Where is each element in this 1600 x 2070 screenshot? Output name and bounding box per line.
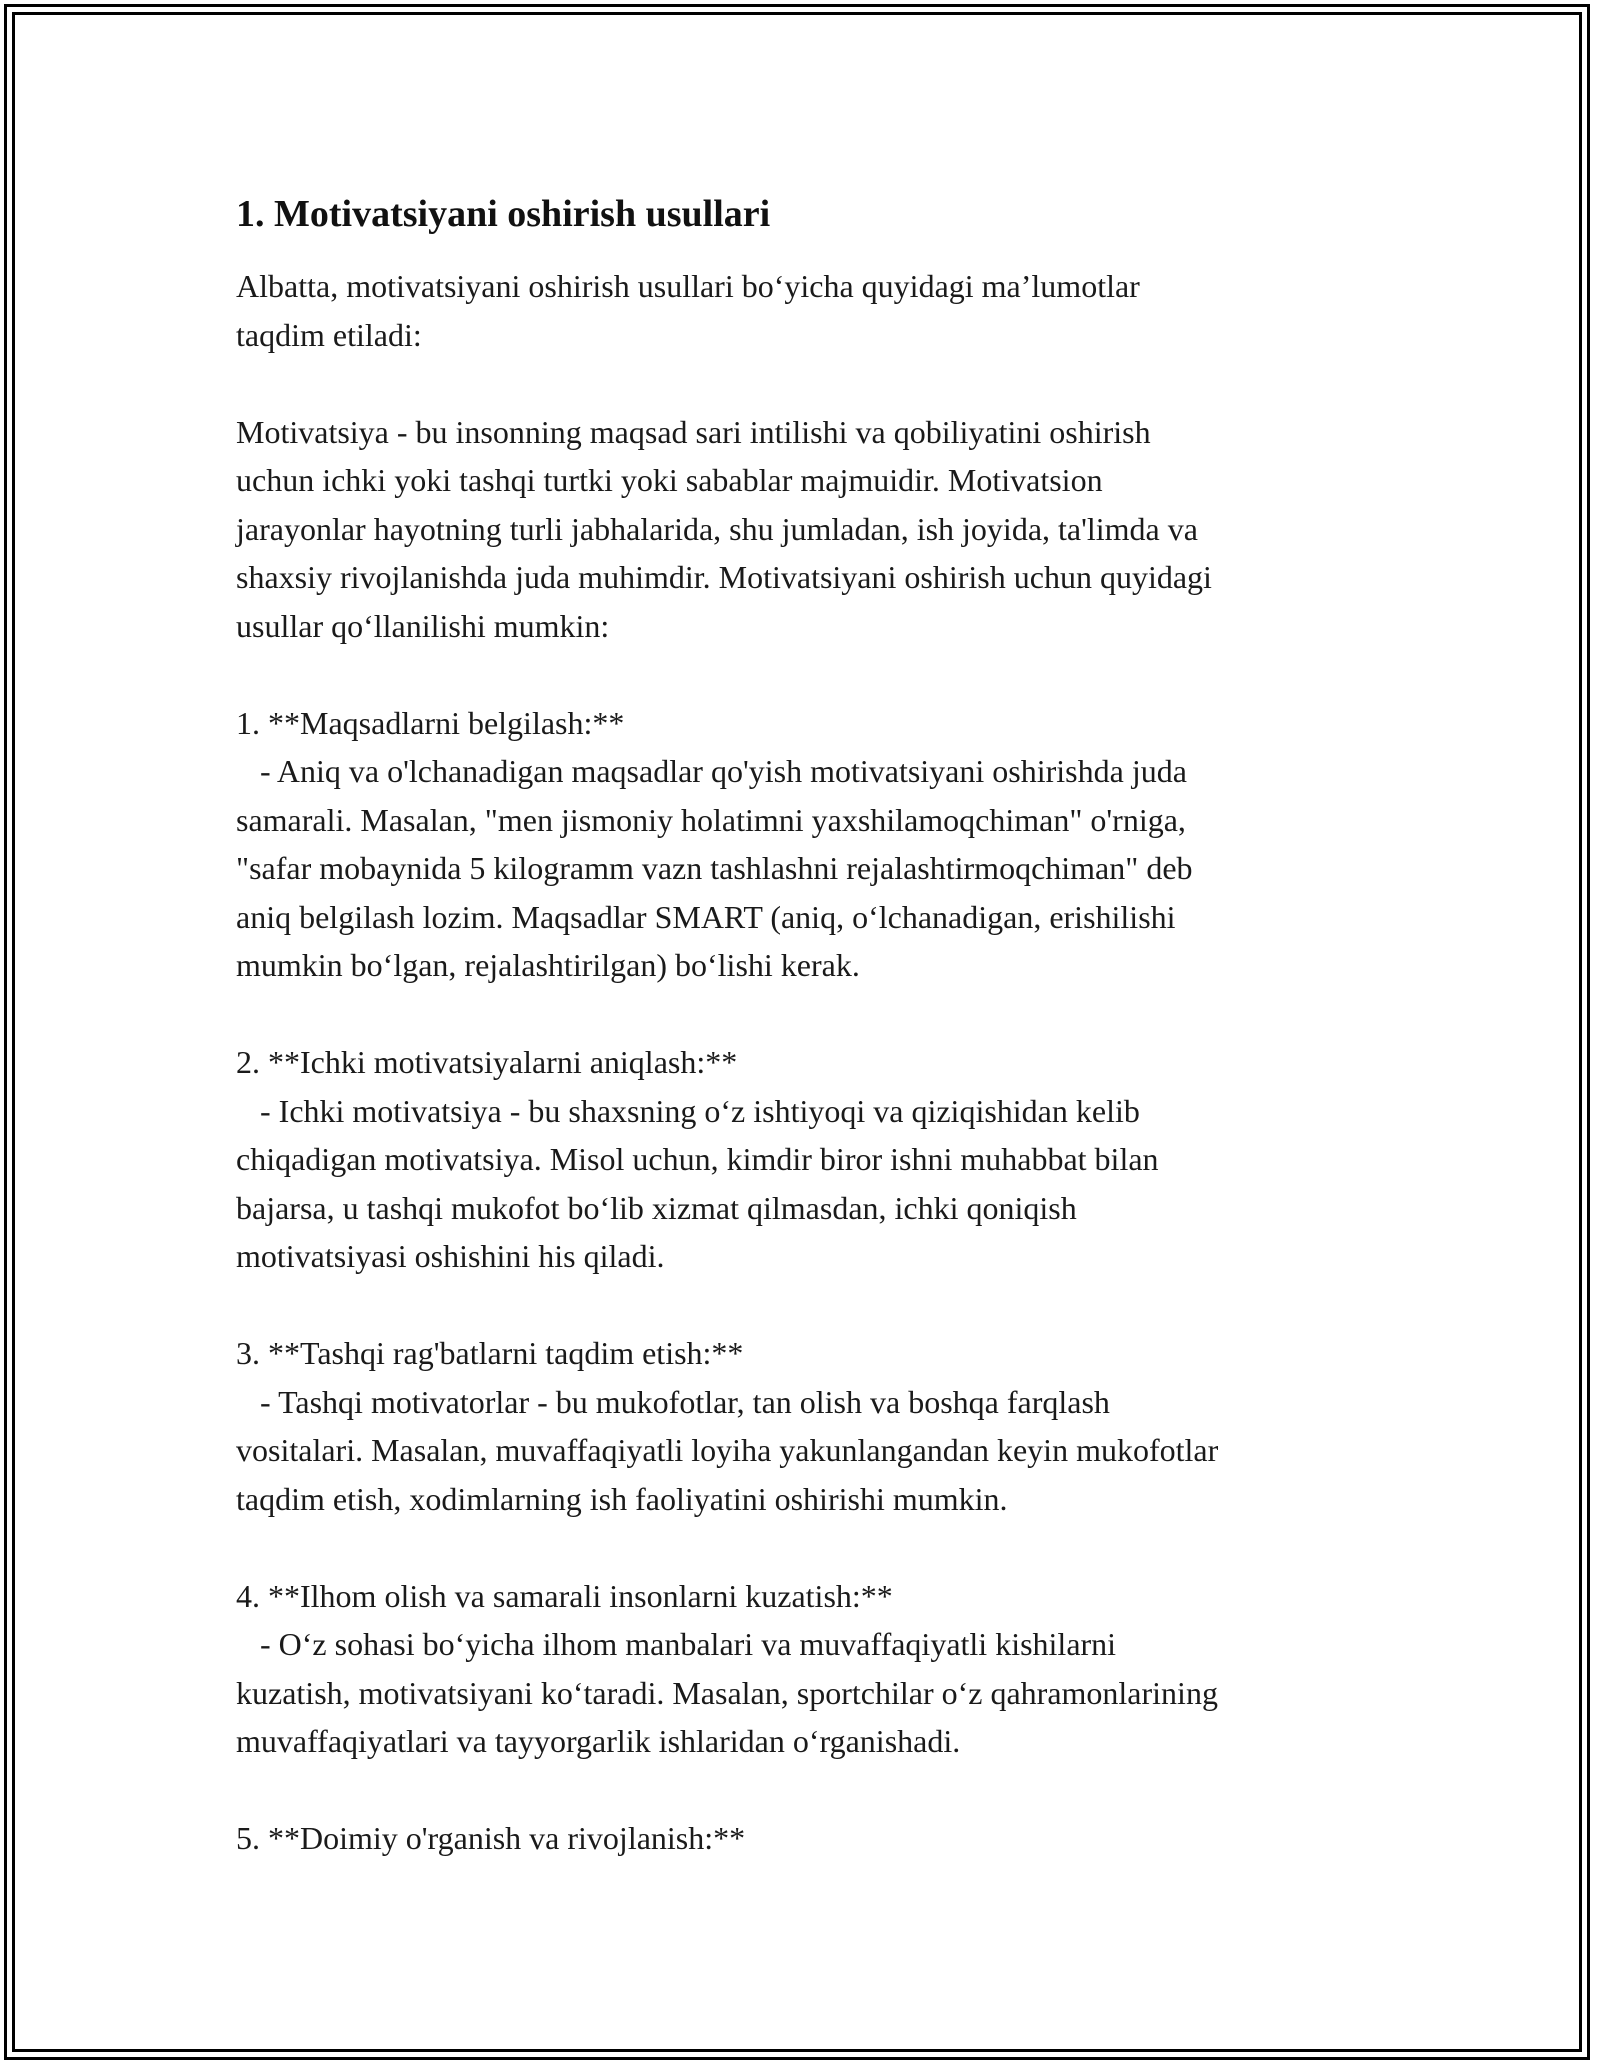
- list-item-body: - Aniq va o'lchanadigan maqsadlar qo'yish motivatsiyani oshirishda juda samarali. Masalan, "men jismoniy holatimni yaxshilamoqchiman" o'rniga, "safar mobaynida 5 kilogramm vazn tashlashni rejalashtirmoqchiman" deb aniq belgilash lozim. Maqsadlar SMART (aniq, o‘lchanadigan, erishilishi mumkin bo‘lgan, rejalashtirilgan) bo‘lishi kerak.: [236, 753, 1193, 983]
- list-item: [236, 1329, 1386, 1523]
- list-item: [236, 1572, 1386, 1766]
- list-item-heading: 5. **Doimiy o'rganish va rivojlanish:**: [236, 1820, 746, 1856]
- list-item-heading: 3. **Tashqi rag'batlarni taqdim etish:**: [236, 1335, 744, 1371]
- list-item-body: - Ichki motivatsiya - bu shaxsning o‘z ishtiyoqi va qiziqishidan kelib chiqadigan motivatsiya. Misol uchun, kimdir biror ishni muhabbat bilan bajarsa, u tashqi mukofot bo‘lib xizmat qilmasdan, ichki qoniqish motivatsiyasi oshishini his qiladi.: [236, 1092, 1159, 1274]
- list-item: [236, 1814, 1386, 1863]
- intro-paragraph: Albatta, motivatsiyani oshirish usullari bo‘yicha quyidagi ma’lumotlar taqdim etiladi:: [236, 268, 1140, 353]
- list-item-heading: 4. **Ilhom olish va samarali insonlarni kuzatish:**: [236, 1577, 893, 1614]
- document-content: [236, 188, 1386, 1911]
- list-item: [236, 699, 1386, 990]
- list-item-body: - Tashqi motivatorlar - bu mukofotlar, tan olish va boshqa farqlash vositalari. Masalan, muvaffaqiyatli loyiha yakunlangandan keyin mukofotlar taqdim etish, xodimlarning ish faoliyatini oshirishi mumkin.: [236, 1383, 1219, 1517]
- list-item-heading: 1. **Maqsadlarni belgilash:**: [236, 704, 625, 741]
- list-item-body: - O‘z sohasi bo‘yicha ilhom manbalari va muvaffaqiyatli kishilarni kuzatish, motivatsiyani ko‘taradi. Masalan, sportchilar o‘z qahramonlarining muvaffaqiyatlari va tayyorgarlik ishlaridan o‘rganishadi.: [236, 1626, 1218, 1759]
- definition-paragraph: Motivatsiya - bu insonning maqsad sari intilishi va qobiliyatini oshirish uchun ichki yoki tashqi turtki yoki sabablar majmuidir. Motivatsion jarayonlar hayotning turli jabhalarida, shu jumladan, ish joyida, ta'limda va shaxsiy rivojlanishda juda muhimdir. Motivatsiyani oshirish uchun quyidagi usullar qo‘llanilishi mumkin:: [236, 413, 1212, 644]
- document-title: 1. Motivatsiyani oshirish usullari: [236, 193, 771, 235]
- list-item: [236, 1038, 1386, 1281]
- list-item-heading: 2. **Ichki motivatsiyalarni aniqlash:**: [236, 1044, 738, 1080]
